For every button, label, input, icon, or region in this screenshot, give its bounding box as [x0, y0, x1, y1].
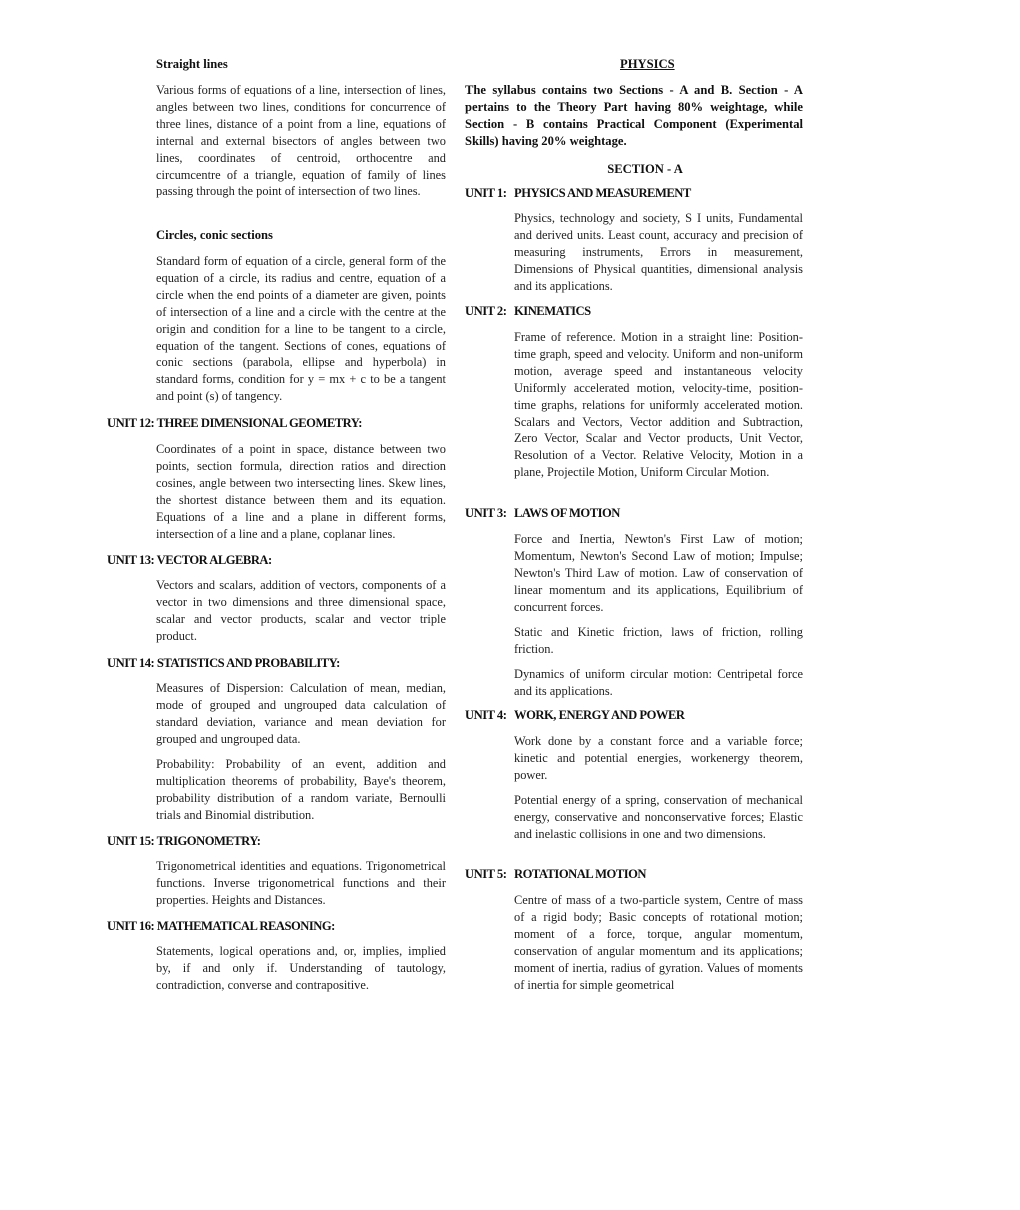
unit16-heading: UNIT 16: MATHEMATICAL REASONING: [107, 919, 335, 933]
physics-title: PHYSICS [620, 57, 675, 71]
unit3-title: LAWS OF MOTION [514, 506, 620, 520]
unit15-text: Trigonometrical identities and equations. Trigonometrical functions. Inverse trigonometrical functions and their properties. Heights and Distances. [156, 859, 446, 907]
unit5-heading [465, 867, 646, 882]
unit12-text: Coordinates of a point in space, distance between two points, section formula, direction ratios and direction cosines, angle between two intersecting lines. Skew lines, the shortest distance between them and its equation. Equations of a line and a plane in different forms, intersection of a line and a plane, coplanar lines. [156, 442, 446, 541]
straight-lines-heading: Straight lines [156, 57, 228, 71]
unit3-text-circular: Dynamics of uniform circular motion: Centripetal force and its applications. [514, 667, 803, 698]
unit5-title: ROTATIONAL MOTION [514, 867, 647, 881]
unit13-text: Vectors and scalars, addition of vectors, components of a vector in two dimensions and three dimensional space, scalar and vector products, scalar and vector triple product. [156, 578, 446, 643]
unit3-text-newton: Force and Inertia, Newton's First Law of motion; Momentum, Newton's Second Law of motion; Impulse; Newton's Third Law of motion. Law of conservation of linear momentum and its applications, Equilibrium of concurrent forces. [514, 532, 803, 614]
unit16-text: Statements, logical operations and, or, implies, implied by, if and only if. Understanding of tautology, contradiction, converse and contrapositive. [156, 944, 446, 992]
unit4-label: UNIT 4: [465, 708, 507, 722]
unit1-title: PHYSICS AND MEASUREMENT [514, 186, 691, 200]
physics-intro: The syllabus contains two Sections - A and B. Section - A pertains to the Theory Part having 80% weightage, while Section - B contains Practical Component (Experimental Skills) having 20% weightage. [465, 83, 803, 148]
unit14-text-probability: Probability: Probability of an event, addition and multiplication theorems of probability, Baye's theorem, probability distribution of a random variate, Bernoulli trials and Binomial distribution. [156, 757, 446, 822]
unit13-heading: UNIT 13: VECTOR ALGEBRA: [107, 553, 272, 567]
unit2-title: KINEMATICS [514, 304, 591, 318]
unit14-text-dispersion: Measures of Dispersion: Calculation of mean, median, mode of grouped and ungrouped data calculation of standard deviation, variance and mean deviation for grouped and ungrouped data. [156, 681, 446, 746]
straight-lines-text: Various forms of equations of a line, intersection of lines, angles between two lines, conditions for concurrence of three lines, distance of a point from a line, equations of internal and external bisectors of angles between two lines, coordinates of centroid, orthocentre and circumcentre of a triangle, equation of family of lines passing through the point of intersection of two lines. [156, 83, 446, 199]
unit3-text-friction: Static and Kinetic friction, laws of friction, rolling friction. [514, 625, 803, 656]
unit15-heading: UNIT 15: TRIGONOMETRY: [107, 834, 261, 848]
circles-heading: Circles, conic sections [156, 228, 273, 242]
unit4-heading [465, 708, 684, 723]
unit4-title: WORK, ENERGY AND POWER [514, 708, 685, 722]
unit3-label: UNIT 3: [465, 506, 507, 520]
unit4-text-potential: Potential energy of a spring, conservation of mechanical energy, conservative and nonconservative forces; Elastic and inelastic collisions in one and two dimensions. [514, 793, 803, 841]
unit1-heading [465, 186, 691, 201]
unit12-heading: UNIT 12: THREE DIMENSIONAL GEOMETRY: [107, 416, 362, 430]
circles-text: Standard form of equation of a circle, general form of the equation of a circle, its radius and centre, equation of a circle when the end points of a diameter are given, points of intersection of a line and a circle with the centre at the origin and condition for a line to be tangent to a circle, equation of the tangent. Sections of cones, equations of conic sections (parabola, ellipse and hyperbola) in standard forms, condition for y = mx + c to be a tangent and point (s) of tangency. [156, 254, 446, 404]
unit14-heading: UNIT 14: STATISTICS AND PROBABILITY: [107, 656, 340, 670]
unit5-label: UNIT 5: [465, 867, 507, 881]
unit2-label: UNIT 2: [465, 304, 507, 318]
unit3-heading [465, 506, 620, 521]
unit5-text: Centre of mass of a two-particle system, Centre of mass of a rigid body; Basic concepts of rotational motion; moment of a force, torque, angular momentum, conservation of angular momentum and its applications; moment of inertia, radius of gyration. Values of moments of inertia for simple geometrical [514, 893, 803, 992]
unit2-text: Frame of reference. Motion in a straight line: Position-time graph, speed and velocity. Uniform and non-uniform motion, average speed and instantaneous velocity Uniformly accelerated motion, velocity-time, position-time graphs, relations for uniformly accelerated motion. Scalars and Vectors, Vector addition and Subtraction, Zero Vector, Scalar and Vector products, Unit Vector, Resolution of a Vector. Relative Velocity, Motion in a plane, Projectile Motion, Uniform Circular Motion. [514, 330, 803, 480]
unit4-text-work: Work done by a constant force and a variable force; kinetic and potential energies, workenergy theorem, power. [514, 734, 803, 782]
unit2-heading [465, 304, 591, 319]
unit1-label: UNIT 1: [465, 186, 507, 200]
section-a-heading: SECTION - A [607, 162, 683, 176]
unit1-text: Physics, technology and society, S I units, Fundamental and derived units. Least count, accuracy and precision of measuring instruments, Errors in measurement, Dimensions of Physical quantities, dimensional analysis and its applications. [514, 211, 803, 293]
